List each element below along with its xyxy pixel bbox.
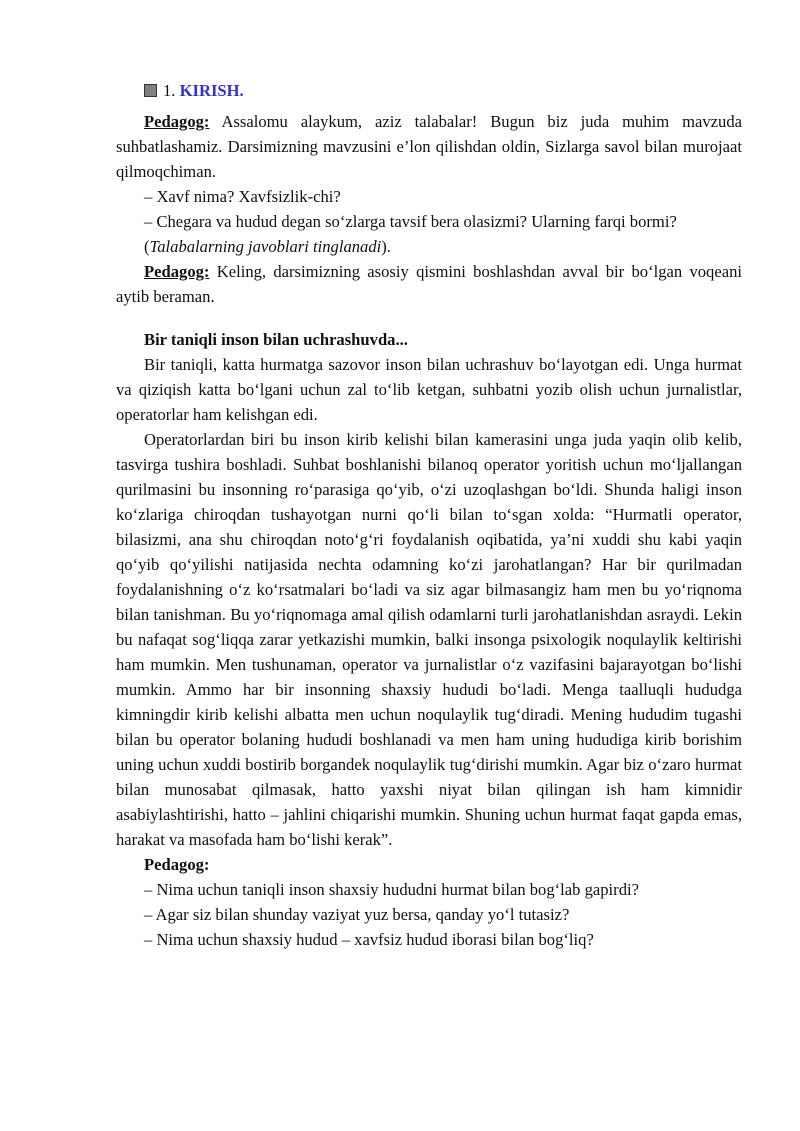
section-title: KIRISH. (179, 81, 244, 100)
note-text: Talabalarning javoblari tinglanadi (149, 237, 382, 256)
story-heading: Bir taniqli inson bilan uchrashuvda... (144, 330, 408, 349)
note-open: ( (144, 237, 150, 256)
stage-note (116, 234, 742, 259)
question-line: – Nima uchun shaxsiy hudud – xavfsiz hudud iborasi bilan bog‘liq? (144, 930, 594, 949)
story-paragraph: Bir taniqli, katta hurmatga sazovor inson bilan uchrashuv bo‘layotgan edi. Unga hurmat va qiziqish katta bo‘lgani uchun zal to‘lib ketgan, suhbatni yozib olish uchun jurnalistlar, operatorlar ham kelishgan edi. (116, 355, 742, 424)
question-line: – Agar siz bilan shunday vaziyat yuz bersa, qanday yo‘l tutasiz? (144, 905, 570, 924)
section-heading (116, 78, 742, 103)
square-bullet-icon (144, 84, 157, 97)
question-line: – Xavf nima? Xavfsizlik-chi? (144, 187, 341, 206)
document-page (116, 78, 742, 952)
question-line: – Nima uchun taniqli inson shaxsiy hududni hurmat bilan bog‘lab gapirdi? (144, 880, 639, 899)
note-close: ). (381, 237, 391, 256)
speaker-label: Pedagog: (144, 112, 210, 131)
paragraph-text: Keling, darsimizning asosiy qismini boshlashdan avval bir bo‘lgan voqeani aytib beraman. (116, 262, 742, 306)
section-number: 1. (163, 81, 176, 100)
paragraph-transition (116, 259, 742, 309)
paragraph-text: Assalomu alaykum, aziz talabalar! Bugun biz juda muhim mavzuda suhbatlashamiz. Darsimizning mavzusini e’lon qilishdan oldin, Sizlarga savol bilan murojaat qilmoqchiman. (116, 112, 742, 181)
story-paragraph: Operatorlardan biri bu inson kirib kelishi bilan kamerasini unga juda yaqin olib kelib, tasvirga tushira boshladi. Suhbat boshlanishi bilanoq operator yoritish uchun mo‘ljallangan qurilmasini bu insonning ro‘parasiga qo‘yib, o‘zi uzoqlashgan bo‘ldi. Shunda haligi inson ko‘zlariga chiroqdan tushayotgan nurni qo‘li bilan to‘sgan xolda: “Hurmatli operator, bilasizmi, ana shu chiroqdan noto‘g‘ri foydalanish oqibatida, ya’ni xuddi shu kabi yaqin qo‘yib qo‘yilishi natijasida nechta odamning ko‘zi jarohatlangan? Har bir qurilmadan foydalanishning o‘z ko‘rsatmalari bo‘ladi va siz agar bilmasangiz ham men bu yo‘riqnoma bilan tanishman. Bu yo‘riqnomaga amal qilish odamlarni turli jarohatlanishdan asraydi. Lekin bu nafaqat sog‘liqqa zarar yetkazishi mumkin, balki insonga psixologik noqulaylik keltirishi ham mumkin. Men tushunaman, operator va jurnalistlar o‘z vazifasini bajarayotgan bo‘lishi mumkin. Ammo har bir insonning shaxsiy hududi bo‘ladi. Menga taalluqli hududga kimningdir kirib kelishi albatta men uchun noqulaylik tug‘diradi. Mening hududim tugashi bilan bu operator bolaning hududi boshlanadi va men ham uning hududiga kirib borishim uning uchun xuddi bostirib borgandek noqulaylik tug‘dirishi mumkin. Agar biz o‘zaro hurmat bilan munosabat qilmasak, hatto yaxshi niyat bilan qilingan ish ham kimnidir asabiylashtirishi, hatto – jahlini chiqarishi mumkin. Shuning uchun hurmat faqat gapda emas, harakat va masofada ham bo‘lishi kerak”. (116, 430, 742, 849)
question-line: – Chegara va hudud degan so‘zlarga tavsif bera olasizmi? Ularning farqi bormi? (144, 212, 677, 231)
speaker-label-final: Pedagog: (144, 855, 210, 874)
paragraph-intro (116, 109, 742, 184)
speaker-label: Pedagog: (144, 262, 210, 281)
